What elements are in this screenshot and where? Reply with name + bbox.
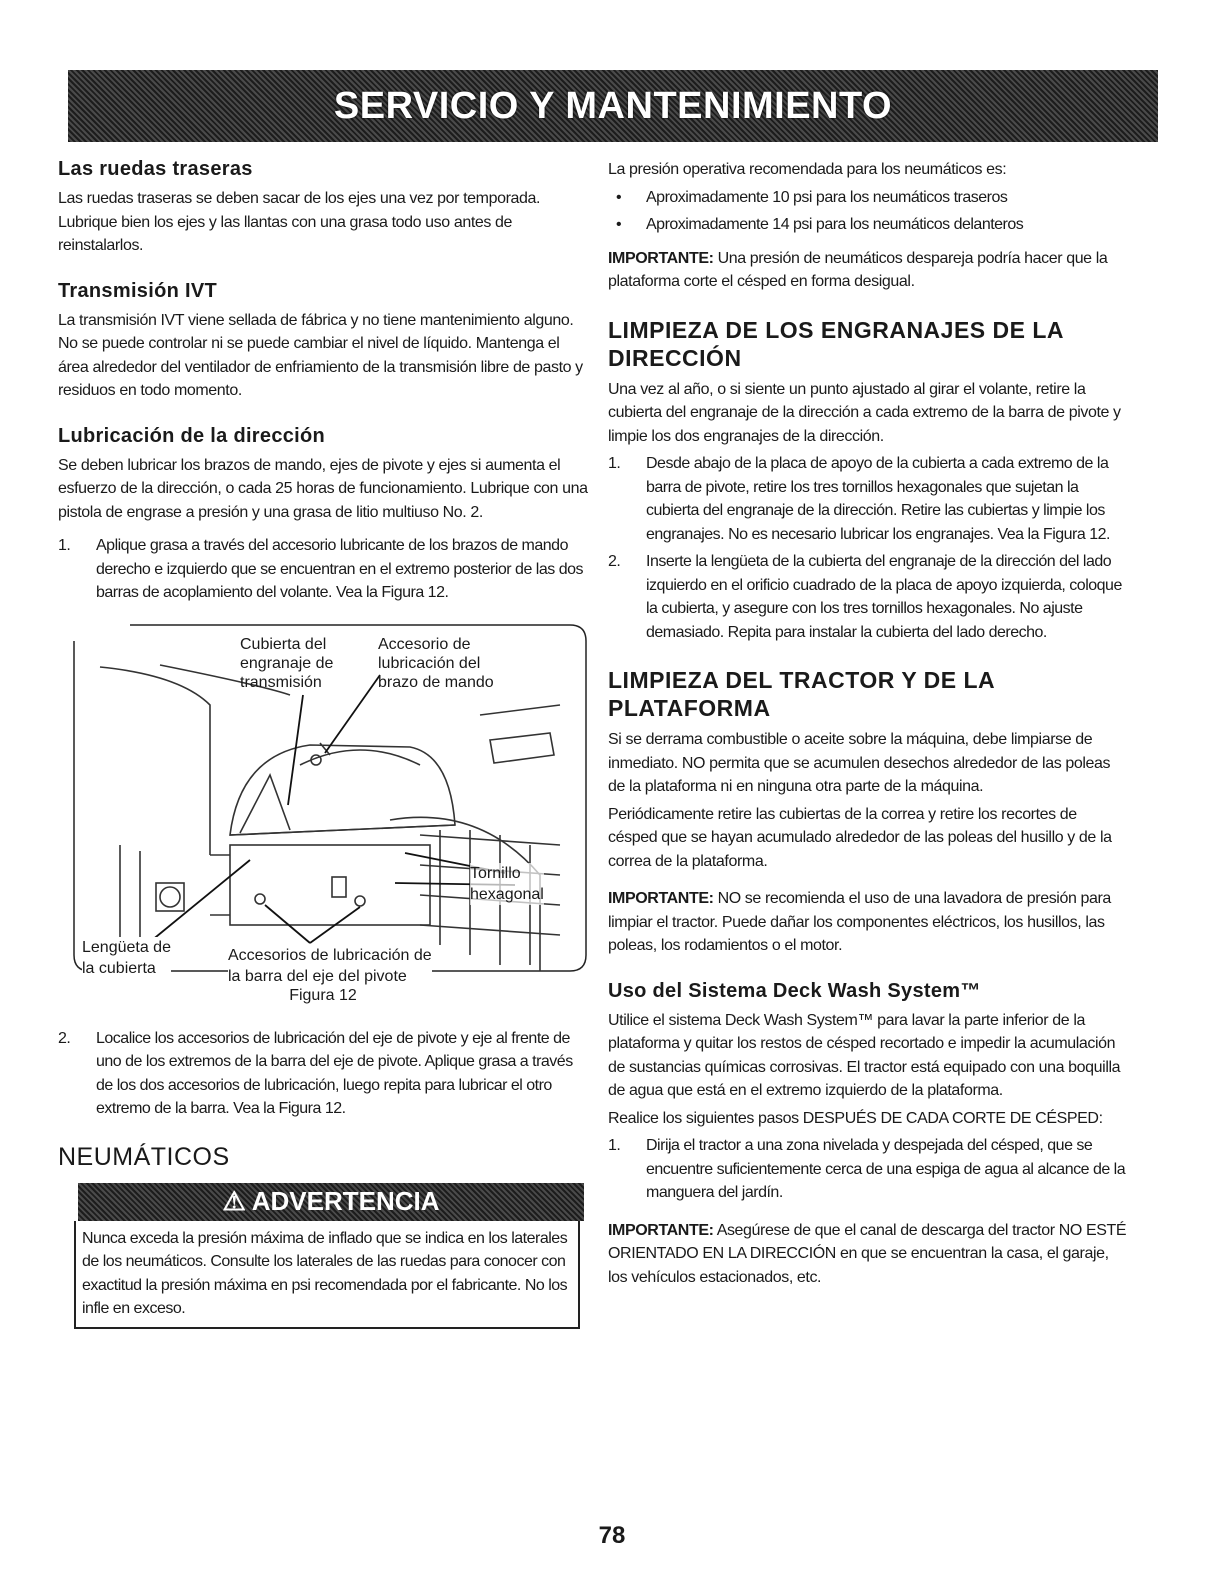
deckwash-heading: Uso del Sistema Deck Wash System™ (608, 979, 981, 1002)
engranajes-step-2 (608, 550, 1128, 644)
engranajes-heading: LIMPIEZA DE LOS ENGRANAJES DE LA DIRECCIÓN (608, 316, 1064, 371)
presion-bullet-2 (608, 213, 1128, 237)
lubricacion-text: Se deben lubricar los brazos de mando, ejes de pivote y ejes si aumenta el esfuerzo de la dirección, o cada 25 horas de funcionamiento. Lubrique con una pistola de engrase a presión y una grasa de litio multiuso No. 2. (58, 456, 588, 521)
step-number: 2. (608, 553, 621, 570)
engranajes-text: Una vez al año, o si siente un punto ajustado al girar el volante, retire la cubierta del engranaje de la dirección a cada extremo de la barra de pivote y limpie los dos engranajes de la dirección. (608, 380, 1121, 445)
label-line: lubricación del (378, 654, 481, 672)
lubricacion-step-2 (58, 1027, 588, 1121)
label-accesorios-barra (228, 945, 432, 987)
label-tornillo (470, 863, 544, 905)
label-line: brazo de mando (378, 673, 494, 691)
engranajes-steps (608, 452, 1128, 644)
transmision-heading: Transmisión IVT (58, 279, 217, 302)
step-number: 2. (58, 1029, 71, 1047)
importante-label: IMPORTANTE: (608, 1221, 714, 1239)
bullet-text: Aproximadamente 10 psi para los neumáticos traseros (646, 188, 1008, 206)
warning-icon: ⚠ (222, 1186, 246, 1216)
ruedas-text: Las ruedas traseras se deben sacar de los ejes una vez por temporada. Lubrique bien los ejes y las llantas con una grasa todo uso antes de reinstalarlos. (58, 190, 541, 254)
banner-title: SERVICIO Y MANTENIMIENTO (333, 84, 893, 127)
label-accesorio (378, 635, 494, 692)
deckwash-importante (608, 1219, 1128, 1290)
bullet-icon: • (616, 216, 622, 233)
label-line: la barra del eje del pivote (228, 967, 407, 985)
step-text: Inserte la lengüeta de la cubierta del engranaje de la dirección del lado izquierdo en el orificio cuadrado de la placa de apoyo izquierda, coloque la cubierta, y asegure con los tres tornillos hexagonales. No ajuste demasiado. Repita para instalar la cubierta del lado derecho. (646, 553, 1122, 641)
step-number: 1. (608, 455, 621, 472)
neumaticos-heading: NEUMÁTICOS (58, 1142, 230, 1171)
deckwash-text-1: Utilice el sistema Deck Wash System™ para lavar la parte inferior de la plataforma y quitar los restos de césped recortado e impedir la acumulación de sustancias químicas corrosivas. El tractor está equipado con una boquilla de agua que está en el extremo izquierdo de la plataforma. (608, 1011, 1121, 1099)
label-line: la cubierta (82, 959, 156, 977)
lubricacion-steps (58, 534, 588, 605)
warning-title: ADVERTENCIA (251, 1186, 440, 1216)
presion-bullet-1 (608, 186, 1128, 210)
lubricacion-steps-cont (58, 1027, 588, 1121)
step-text: Desde abajo de la placa de apoyo de la cubierta a cada extremo de la barra de pivote, retire los tres tornillos hexagonales que sujetan la cubierta del engranaje de la dirección. Retire las cubiertas y limpie los engranajes. No es necesario lubricar los engranajes. Vea la Figura 12. (646, 455, 1110, 543)
left-column (58, 158, 588, 1329)
engranajes-step-1 (608, 452, 1128, 546)
label-cubierta (240, 635, 333, 692)
deckwash-text-2: Realice los siguientes pasos DESPUÉS DE CADA CORTE DE CÉSPED: (608, 1109, 1103, 1127)
step-number: 1. (608, 1137, 621, 1154)
label-lengueta (82, 937, 171, 979)
deckwash-step-1 (608, 1134, 1128, 1205)
importante-text: NO se recomienda el uso de una lavadora de presión para limpiar el tractor. Puede dañar los componentes eléctricos, los husillos, las poleas, los rodamientos o el motor. (608, 890, 1111, 954)
label-line: Lengüeta de (82, 938, 171, 956)
bullet-icon: • (616, 188, 622, 206)
tractor-text-1: Si se derrama combustible o aceite sobre la máquina, debe limpiarse de inmediato. NO permita que se acumulen desechos alrededor de las poleas de la plataforma ni en ninguna otra parte de la máquina. (608, 731, 1111, 795)
warning-header (78, 1183, 584, 1221)
tractor-importante (608, 887, 1128, 958)
right-column (608, 158, 1128, 1299)
page-number: 78 (598, 1522, 626, 1549)
importante-text: Una presión de neumáticos despareja podría hacer que la plataforma corte el césped en forma desigual. (608, 249, 1108, 290)
figure-caption: Figura 12 (289, 986, 357, 1004)
label-line: hexagonal (470, 885, 544, 903)
label-line: Tornillo (470, 864, 521, 882)
presion-list (608, 186, 1128, 237)
importante-label: IMPORTANTE: (608, 249, 714, 267)
lubricacion-step-1 (58, 534, 588, 605)
figure-12 (60, 615, 588, 985)
label-line: engranaje de (240, 654, 334, 672)
step-text: Aplique grasa a través del accesorio lubricante de los brazos de mando derecho e izquierdo que se encuentran en el extremo posterior de las dos barras de acoplamiento del volante. Vea la Figura 12. (96, 537, 583, 601)
ruedas-heading: Las ruedas traseras (58, 158, 253, 180)
presion-intro: La presión operativa recomendada para los neumáticos es: (608, 161, 1007, 178)
step-text: Dirija el tractor a una zona nivelada y despejada del césped, que se encuentre suficientemente cerca de una espiga de agua al alcance de la manguera del jardín. (646, 1137, 1126, 1201)
step-number: 1. (58, 537, 71, 554)
label-line: transmisión (240, 673, 322, 691)
deckwash-steps (608, 1134, 1128, 1205)
transmision-text: La transmisión IVT viene sellada de fábrica y no tiene mantenimiento alguno. No se puede controlar ni se puede cambiar el nivel de líquido. Mantenga el área alrededor del ventilador de enfriamiento de la transmisión libre de pasto y residuos en todo momento. (58, 311, 583, 399)
importante-label: IMPORTANTE: (608, 890, 714, 907)
step-text: Localice los accesorios de lubricación del eje de pivote y eje al frente de uno de los extremos de la barra del eje de pivote. Aplique grasa a través de los dos accesorios de lubricación, luego repita para lubricar el otro extremo de la barra. Vea la Figura 12. (96, 1029, 573, 1117)
label-line: Accesorios de lubricación de (228, 946, 432, 964)
tractor-text-2: Periódicamente retire las cubiertas de la correa y retire los recortes de césped que se hayan acumulado alrededor de las poleas del husillo y de la correa de la plataforma. (608, 805, 1112, 870)
presion-importante (608, 247, 1128, 294)
lubricacion-heading: Lubricación de la dirección (58, 424, 326, 447)
importante-text: Asegúrese de que el canal de descarga del tractor NO ESTÉ ORIENTADO EN LA DIRECCIÓN en que se encuentran la casa, el garaje, los vehículos estacionados, etc. (608, 1221, 1127, 1286)
label-line: Accesorio de (378, 635, 471, 653)
tractor-heading: LIMPIEZA DEL TRACTOR Y DE LA PLATAFORMA (608, 667, 995, 721)
warning-box: Nunca exceda la presión máxima de inflado que se indica en los laterales de los neumáticos. Consulte los laterales de las ruedas para conocer con exactitud la presión máxima en psi recomendada por el fabricante. No los infle en exceso. (74, 1221, 580, 1329)
bullet-text: Aproximadamente 14 psi para los neumáticos delanteros (646, 216, 1024, 233)
section-banner (68, 70, 1158, 142)
label-line: Cubierta del (240, 635, 327, 653)
